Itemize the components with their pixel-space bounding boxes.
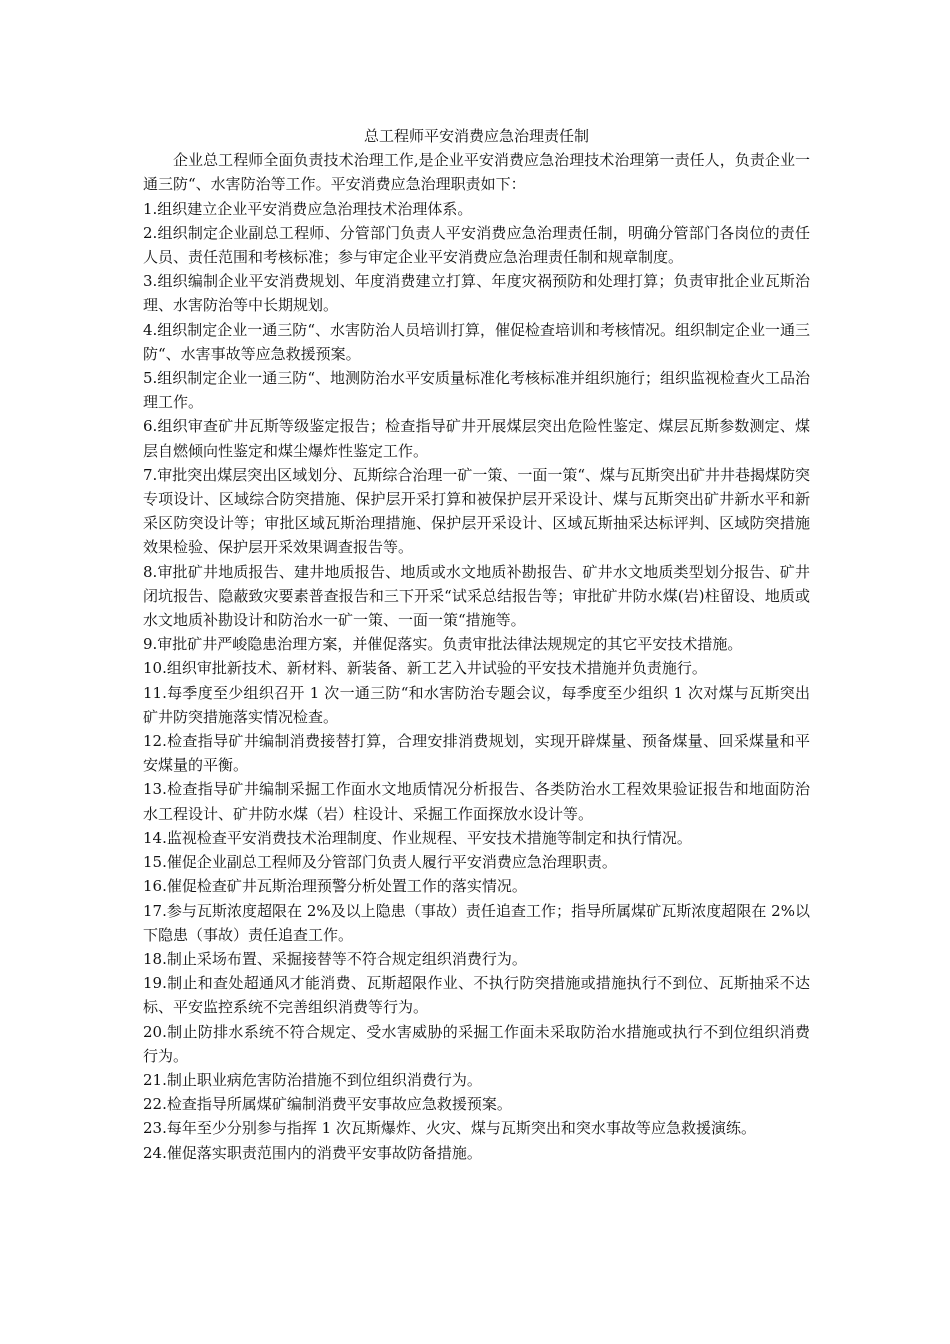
list-item: 17.参与瓦斯浓度超限在 2%及以上隐患（事故）责任追查工作；指导所属煤矿瓦斯浓度超限在 2%以下隐患（事故）责任追查工作。 [143,901,810,944]
responsibility-list [143,197,810,1165]
intro-paragraph: 企业总工程师全面负责技术治理工作,是企业平安消费应急治理技术治理第一责任人，负责企业一通三防“、水害防治等工作。平安消费应急治理职责如下： [143,151,810,194]
list-item: 13.检查指导矿井编制采掘工作面水文地质情况分析报告、各类防治水工程效果验证报告和地面防治水工程设计、矿井防水煤（岩）柱设计、采掘工作面探放水设计等。 [143,780,810,823]
list-item: 9.审批矿井严峻隐患治理方案，并催促落实。负责审批法律法规规定的其它平安技术措施。 [143,635,743,654]
list-item: 10.组织审批新技术、新材料、新装备、新工艺入井试验的平安技术措施并负责施行。 [143,659,707,678]
list-item: 2.组织制定企业副总工程师、分管部门负责人平安消费应急治理责任制，明确分管部门各岗位的责任人员、责任范围和考核标准；参与审定企业平安消费应急治理责任制和规章制度。 [143,223,810,267]
list-item: 14.监视检查平安消费技术治理制度、作业规程、平安技术措施等制定和执行情况。 [143,828,692,847]
list-item: 1.组织建立企业平安消费应急治理技术治理体系。 [143,199,473,218]
list-item: 4.组织制定企业一通三防“、水害防治人员培训打算，催促检查培训和考核情况。组织制定企业一通三防“、水害事故等应急救援预案。 [143,320,810,363]
list-item: 16.催促检查矿井瓦斯治理预警分析处置工作的落实情况。 [143,877,527,896]
list-item: 20.制止防排水系统不符合规定、受水害威胁的采掘工作面未采取防治水措施或执行不到位组织消费行为。 [143,1022,810,1065]
list-item: 7.审批突出煤层突出区域划分、瓦斯综合治理一矿一策、一面一策“、煤与瓦斯突出矿井井巷揭煤防突专项设计、区域综合防突措施、保护层开采打算和被保护层开采设计、煤与瓦斯突出矿井新水平和新采区防突设计等；审批区域瓦斯治理措施、保护层开采设计、区域瓦斯抽采达标评判、区域防突措施效果检验、保护层开采效果调查报告等。 [143,465,810,557]
list-item: 24.催促落实职责范围内的消费平安事故防备措施。 [143,1143,482,1162]
list-item: 21.制止职业病危害防治措施不到位组织消费行为。 [143,1070,482,1089]
list-item: 22.检查指导所属煤矿编制消费平安事故应急救援预案。 [143,1095,512,1114]
list-item: 5.组织制定企业一通三防“、地测防治水平安质量标准化考核标准并组织施行；组织监视检查火工品治理工作。 [143,369,810,412]
document-title: 总工程师平安消费应急治理责任制 [363,127,589,145]
list-item: 11.每季度至少组织召开 1 次一通三防“和水害防治专题会议，每季度至少组织 1 次对煤与瓦斯突出矿井防突措施落实情况检查。 [143,683,810,726]
list-item: 19.制止和查处超通风才能消费、瓦斯超限作业、不执行防突措施或措施执行不到位、瓦斯抽采不达标、平安监控系统不完善组织消费等行为。 [143,974,810,1017]
document-page [143,124,810,1165]
list-item: 12.检查指导矿井编制消费接替打算，合理安排消费规划，实现开辟煤量、预备煤量、回采煤量和平安煤量的平衡。 [143,732,810,775]
list-item: 23.每年至少分别参与指挥 1 次瓦斯爆炸、火灾、煤与瓦斯突出和突水事故等应急救援演练。 [143,1119,756,1138]
list-item: 15.催促企业副总工程师及分管部门负责人履行平安消费应急治理职责。 [143,853,617,872]
list-item: 18.制止采场布置、采掘接替等不符合规定组织消费行为。 [143,949,527,968]
list-item: 6.组织审查矿井瓦斯等级鉴定报告；检查指导矿井开展煤层突出危险性鉴定、煤层瓦斯参数测定、煤层自燃倾向性鉴定和煤尘爆炸性鉴定工作。 [143,417,810,460]
list-item: 3.组织编制企业平安消费规划、年度消费建立打算、年度灾祸预防和处理打算；负责审批企业瓦斯治理、水害防治等中长期规划。 [143,272,810,315]
list-item: 8.审批矿井地质报告、建井地质报告、地质或水文地质补勘报告、矿井水文地质类型划分报告、矿井闭坑报告、隐蔽致灾要素普查报告和三下开采“试采总结报告等；审批矿井防水煤(岩)柱留设、地质或水文地质补勘设计和防治水一矿一策、一面一策“措施等。 [143,562,810,630]
